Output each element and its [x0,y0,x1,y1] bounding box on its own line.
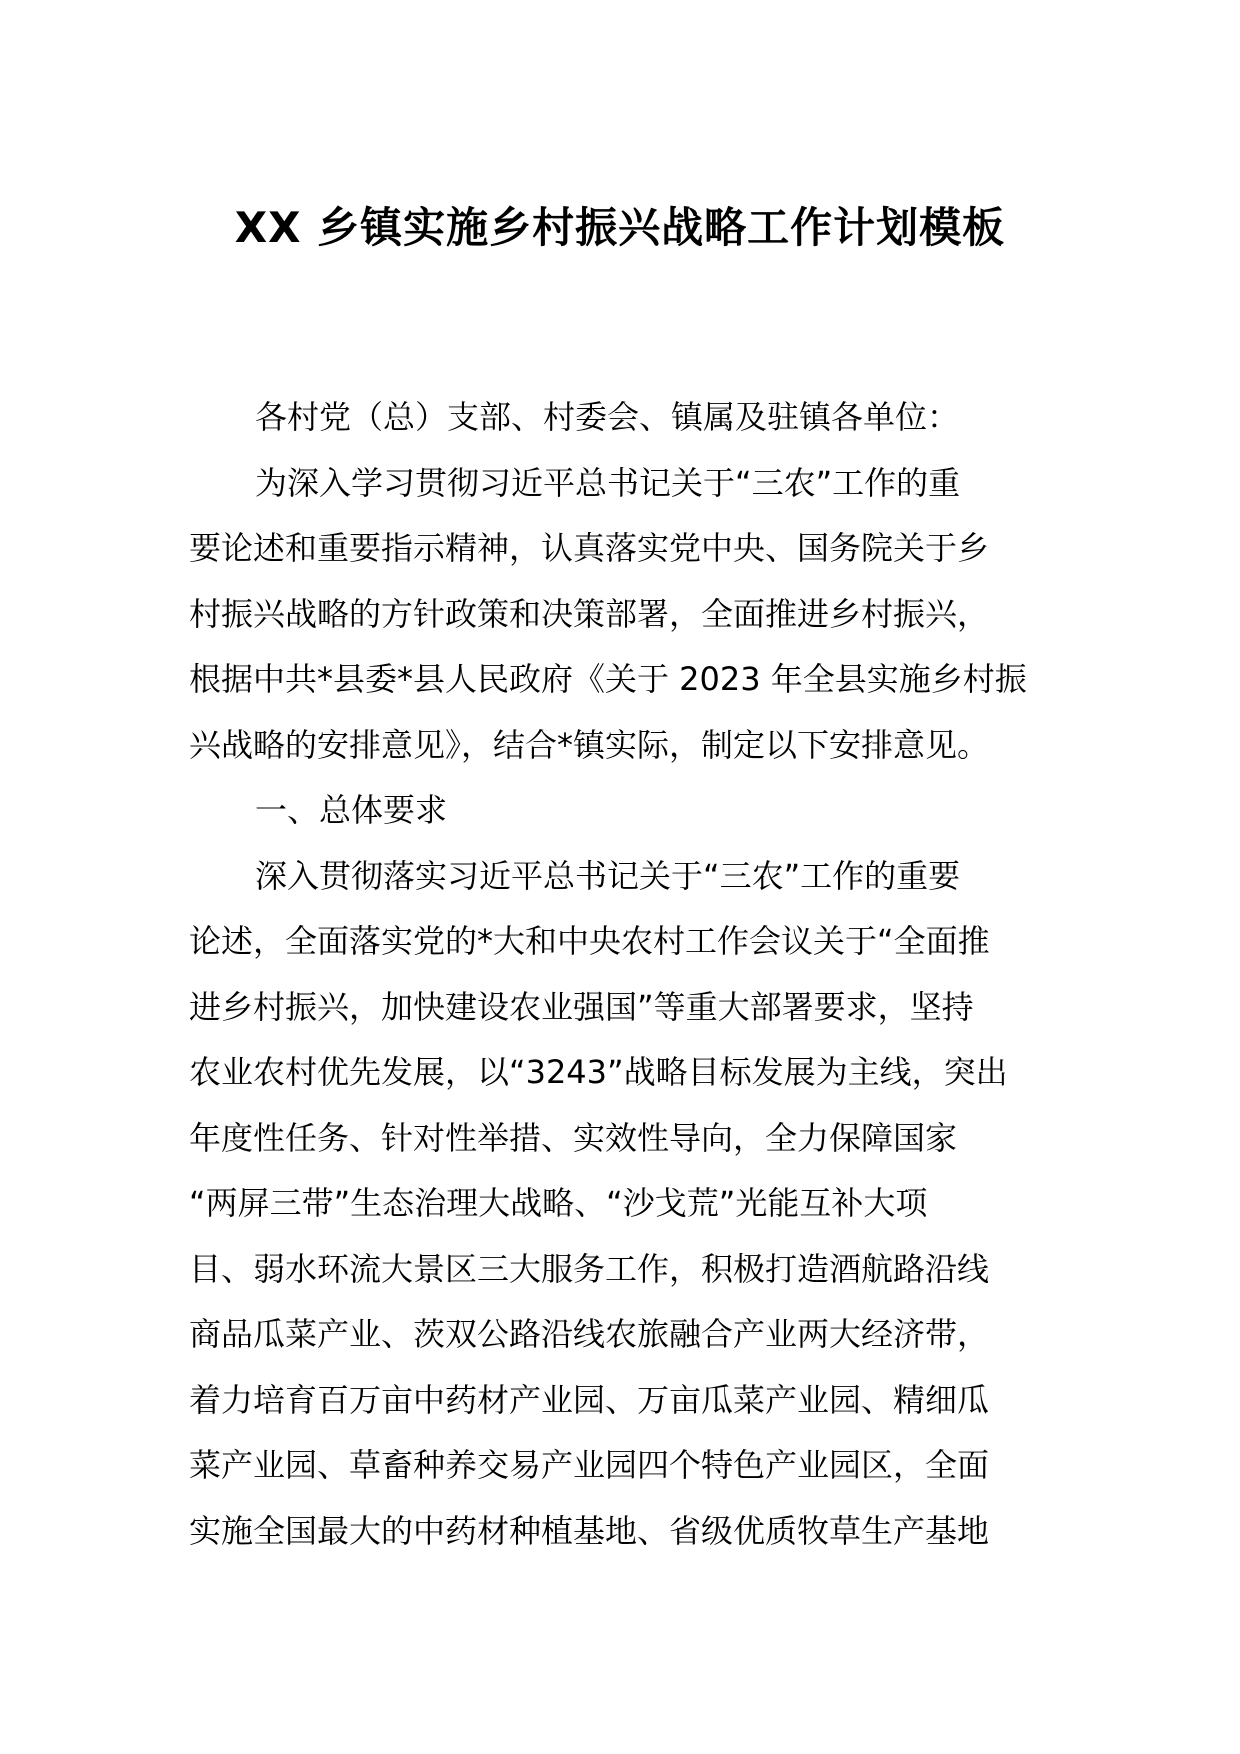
paragraph-line: 商品瓜菜产业、茨双公路沿线农旅融合产业两大经济带， [189,1315,990,1353]
paragraph-line: 兴战略的安排意见》，结合*镇实际，制定以下安排意见。 [189,725,990,764]
paragraph-line: “两屏三带”生态治理大战略、“沙戈荒”光能互补大项 [189,1184,928,1222]
paragraph-line: 要论述和重要指示精神，认真落实党中央、国务院关于乡 [189,529,990,567]
salutation: 各村党（总）支部、村委会、镇属及驻镇各单位： [255,398,960,436]
paragraph-line: 进乡村振兴，加快建设农业强国”等重大部署要求，坚持 [189,987,974,1026]
document-body [189,385,1069,1564]
paragraph-intro [189,451,1069,779]
paragraph-line: 菜产业园、草畜种养交易产业园四个特色产业园区，全面 [189,1446,990,1484]
paragraph-line: 着力培育百万亩中药材产业园、万亩瓜菜产业园、精细瓜 [189,1380,990,1419]
paragraph-general-requirements [189,844,1069,1565]
document-title: XX 乡镇实施乡村振兴战略工作计划模板 [234,203,1006,252]
paragraph-line: 根据中共*县委*县人民政府《关于 2023 年全县实施乡村振 [189,660,1027,698]
paragraph-line: 实施全国最大的中药材种植基地、省级优质牧草生产基地 [189,1511,990,1550]
paragraph-line: 为深入学习贯彻习近平总书记关于“三农”工作的重 [255,463,961,502]
paragraph-line: 村振兴战略的方针政策和决策部署，全面推进乡村振兴， [189,594,990,633]
paragraph-line: 目、弱水环流大景区三大服务工作，积极打造酒航路沿线 [189,1249,990,1288]
paragraph-line: 年度性任务、针对性举措、实效性导向，全力保障国家 [189,1118,958,1157]
paragraph-line: 深入贯彻落实习近平总书记关于“三农”工作的重要 [255,856,961,895]
paragraph-line: 农业农村优先发展，以“3243”战略目标发展为主线，突出 [189,1053,1008,1091]
section-heading: 一、总体要求 [255,791,448,829]
paragraph-line: 论述，全面落实党的*大和中央农村工作会议关于“全面推 [189,922,990,960]
